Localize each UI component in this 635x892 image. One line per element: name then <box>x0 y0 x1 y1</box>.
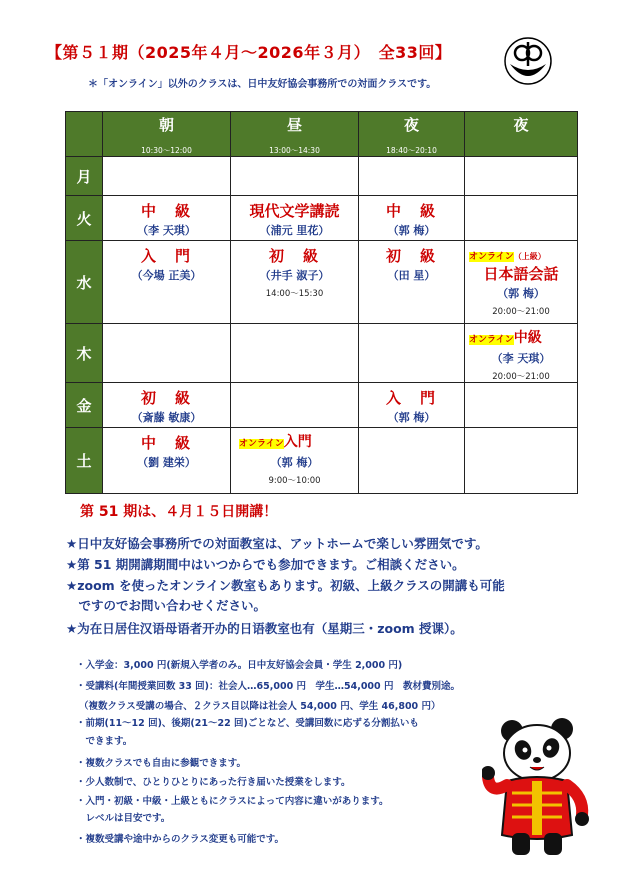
corner-cell <box>66 112 103 157</box>
cell-empty <box>103 157 231 196</box>
info-line: ・複数クラスでも自由に参観できます。 <box>76 758 246 769</box>
cell-sat-morning: 中 級 （劉 建栄） <box>103 428 231 494</box>
cell-fri-morning: 初 級 （斎藤 敏康） <box>103 383 231 428</box>
info-line: ・入門・初級・中級・上級ともにクラスによって内容に違いがあります。 <box>76 796 389 807</box>
page-title: 【第５１期（2025年４月～2026年３月） 全33回】 <box>46 43 452 62</box>
info-line: できます。 <box>76 736 133 747</box>
feature-line: ★zoom を使ったオンライン教室もあります。初級、上級クラスの開講も可能 <box>66 578 505 593</box>
cell-wed-night: 初 級 （田 星） <box>359 241 465 324</box>
venue-note: ＊「オンライン」以外のクラスは、日中友好協会事務所での対面クラスです。 <box>88 79 437 90</box>
info-line: ・前期(11～12 回)、後期(21～22 回)ごとなど、受講回数に応ずる分割払いも <box>76 718 419 729</box>
cell-empty <box>359 428 465 494</box>
online-badge: オンライン <box>469 252 514 262</box>
info-line: ・入学金：3,000 円(新規入学者のみ。日中友好協会会員・学生 2,000 円) <box>76 660 403 671</box>
day-monday: 月 <box>66 157 103 196</box>
cell-wed-late: オンライン（上級） 日本語会話 （郭 梅） 20:00～21:00 <box>465 241 578 324</box>
online-badge: オンライン <box>239 439 284 449</box>
cell-wed-morning: 入 門 （今場 正美） <box>103 241 231 324</box>
cell-empty <box>359 324 465 383</box>
day-saturday: 土 <box>66 428 103 494</box>
info-line: ・少人数制で、ひとりひとりにあった行き届いた授業をします。 <box>76 777 351 788</box>
cell-empty <box>231 383 359 428</box>
feature-line: ★日中友好協会事務所での対面教室は、アットホームで楽しい雰囲気です。 <box>66 536 488 551</box>
info-line: ・複数受講や途中からのクラス変更も可能です。 <box>76 834 284 845</box>
cell-wed-noon: 初 級 （井手 淑子） 14:00～15:30 <box>231 241 359 324</box>
cell-thu-late: オンライン中級 （李 天琪） 20:00～21:00 <box>465 324 578 383</box>
day-wednesday: 水 <box>66 241 103 324</box>
cell-empty <box>231 324 359 383</box>
header-night: 夜 18:40～20:10 <box>359 112 465 157</box>
association-logo <box>503 36 553 86</box>
panda-mascot-illustration <box>482 715 592 860</box>
cell-tue-morning: 中 級 （李 天琪） <box>103 196 231 241</box>
cell-fri-night: 入 門 （郭 梅） <box>359 383 465 428</box>
day-friday: 金 <box>66 383 103 428</box>
cell-tue-night: 中 級 （郭 梅） <box>359 196 465 241</box>
info-line: （複数クラス受講の場合、２クラス目以降は社会人 54,000 円、学生 46,800 円） <box>79 701 441 712</box>
cell-tue-noon: 現代文学講読 （浦元 里花） <box>231 196 359 241</box>
cell-empty <box>465 157 578 196</box>
feature-line: ★第 51 期開講期間中はいつからでも参加できます。ご相談ください。 <box>66 557 465 572</box>
info-line: ・受講料(年間授業回数 33 回)：社会人…65,000 円 学生…54,000 円 教材費別途。 <box>76 681 460 692</box>
header-late-night: 夜 <box>465 112 578 157</box>
feature-line: ★为在日居住汉语母语者开办的日语教室也有（星期三・zoom 授课）。 <box>66 621 463 636</box>
online-badge: オンライン <box>469 335 514 345</box>
cell-empty <box>465 196 578 241</box>
cell-empty <box>465 428 578 494</box>
cell-empty <box>359 157 465 196</box>
feature-line: ですのでお問い合わせください。 <box>66 598 267 613</box>
cell-empty <box>103 324 231 383</box>
info-line: レベルは目安です。 <box>76 813 171 824</box>
start-notice: 第 51 期は、４月１５日開講！ <box>80 504 278 520</box>
day-tuesday: 火 <box>66 196 103 241</box>
cell-empty <box>231 157 359 196</box>
header-noon: 昼 13:00～14:30 <box>231 112 359 157</box>
header-morning: 朝 10:30～12:00 <box>103 112 231 157</box>
cell-sat-noon: オンライン入門 （郭 梅） 9:00～10:00 <box>231 428 359 494</box>
day-thursday: 木 <box>66 324 103 383</box>
cell-empty <box>465 383 578 428</box>
schedule-table <box>65 111 578 494</box>
